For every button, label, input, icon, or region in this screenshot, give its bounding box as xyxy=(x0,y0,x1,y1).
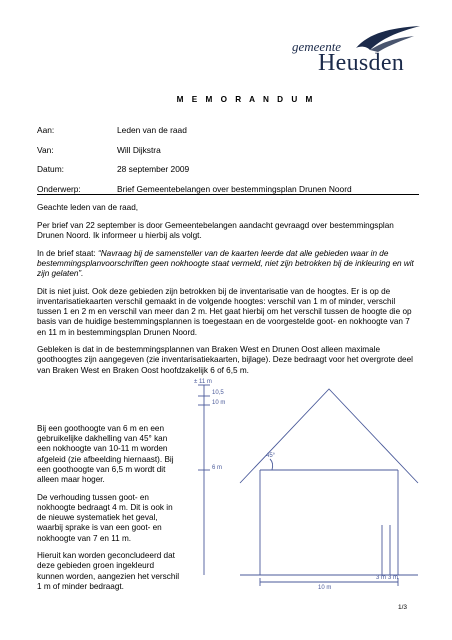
field-key: Aan: xyxy=(37,125,55,135)
field-key: Datum: xyxy=(37,164,64,174)
paragraph-4: Gebleken is dat in de bestemmingsplannen van Braken West en Drunen Oost alleen maximale goothoogtes zijn aangegeven (zie inventarisatiekaarten, bijlage). Deze bedraagt voor het overgrote deel van Braken West en Braken Oost hoofdzakelijk 6 of 6,5 m. xyxy=(37,345,413,375)
label-nok-10: 10 m xyxy=(212,400,226,406)
logo-name: Heusden xyxy=(318,50,405,76)
memo-title: M E M O R A N D U M xyxy=(176,95,316,104)
roof-outline xyxy=(240,389,418,483)
field-key: Van: xyxy=(37,144,54,155)
label-angle: 45° xyxy=(266,453,276,459)
logo-prefix: gemeente xyxy=(292,39,342,54)
left-paragraph-2: De verhouding tussen goot- en nokhoogte bedraagt 4 m. Dit is ook in de nieuwe systematiek het geval, waarbij sprake is van een goot- en nokhoogte van 7 en 11 m. xyxy=(37,492,173,543)
field-value: Will Dijkstra xyxy=(117,144,161,155)
label-dim-1: 3 m xyxy=(376,575,387,581)
memo-header-fields xyxy=(37,125,417,203)
quote-text: “Navraag bij de samensteller van de kaarten leerde dat alle gebieden waar in de bestemmingsplanvoorschriften geen nokhoogte staat vermeld, niet zijn betrokken bij de inkleuring en wit zijn gelaten”. xyxy=(37,248,414,279)
quote-lead: In de brief staat: xyxy=(37,248,98,258)
house-height-sketch xyxy=(190,375,430,590)
left-paragraph-3: Hieruit kan worden geconcludeerd dat deze gebieden groen ingekleurd kunnen worden, aangezien het verschil 1 m of minder bedraagt. xyxy=(37,551,180,591)
angle-arc xyxy=(270,459,273,470)
field-value: Leden van de raad xyxy=(117,125,187,135)
heusden-logo xyxy=(288,24,438,78)
left-column-text xyxy=(37,424,182,600)
label-nok-105: 10,5 xyxy=(212,390,224,396)
label-goot-6: 6 m xyxy=(212,465,223,471)
page-number: 1/3 xyxy=(398,604,408,611)
label-nok-11: ± 11 m xyxy=(194,379,212,385)
label-width: 10 m xyxy=(318,585,332,590)
paragraph-2 xyxy=(37,249,419,280)
paragraph-3: Dit is niet juist. Ook deze gebieden zijn betrokken bij de inventarisatie van de hoogtes. Er is op de inventarisatiekaarten verschil gemaakt in de volgende hoogtes: verschil van 1 m of minder, verschil tussen 1 en 2 m en verschil van meer dan 2 m. Het gaat hierbij om het verschil tussen de hoogte die op basis van de huidige bestemmingsplannen is toegestaan en de voorgestelde goot- en nokhoogte van 7 en 11 m in bestemmingsplan Drunen Noord. xyxy=(37,286,412,337)
field-aan xyxy=(37,125,417,145)
left-paragraph-1: Bij een goothoogte van 6 m en een gebruikelijke dakhelling van 45° kan een nokhoogte van 10-11 m worden afgeleid (zie afbeelding hiernaast). Bij een goothoogte van 6,5 m wordt dit alleen maar hoger. xyxy=(37,424,174,485)
field-key: Onderwerp: xyxy=(37,183,81,194)
field-value: 28 september 2009 xyxy=(117,164,190,174)
field-van xyxy=(37,145,417,165)
memo-body xyxy=(37,203,419,383)
paragraph-1: Per brief van 22 september is door Gemeentebelangen aandacht gevraagd over bestemmingsplan Drunen Noord. Ik informeer u hierbij als volgt. xyxy=(37,220,394,240)
field-value: Brief Gemeentebelangen over bestemmingsplan Drunen Noord xyxy=(117,183,352,194)
header-divider xyxy=(37,194,419,195)
label-dim-2: 3 m xyxy=(388,575,399,581)
field-datum xyxy=(37,164,417,184)
salutation: Geachte leden van de raad, xyxy=(37,203,139,212)
